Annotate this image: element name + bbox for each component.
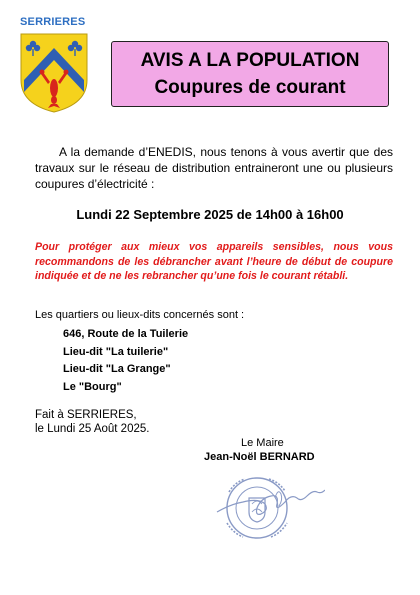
coat-of-arms-icon bbox=[19, 32, 89, 114]
mayor-stamp-signature-icon bbox=[215, 468, 325, 548]
areas-intro: Les quartiers ou lieux-dits concernés sont : bbox=[35, 309, 245, 321]
notice-subtitle: Coupures de courant bbox=[154, 77, 346, 98]
area-item: Le "Bourg" bbox=[63, 381, 122, 393]
mayor-title: Le Maire bbox=[241, 437, 284, 449]
area-item: 646, Route de la Tuilerie bbox=[63, 328, 189, 340]
signed-place: Fait à SERRIERES, bbox=[35, 409, 137, 421]
notice-title: AVIS A LA POPULATION bbox=[140, 50, 360, 71]
outage-date-line: Lundi 22 Septembre 2025 de 14h00 à 16h00 bbox=[76, 207, 344, 222]
mayor-name: Jean-Noël BERNARD bbox=[204, 451, 315, 463]
area-item: Lieu-dit "La tuilerie" bbox=[63, 346, 169, 358]
town-name: SERRIERES bbox=[20, 16, 86, 28]
warning-paragraph: Pour protéger aux mieux vos appareils sensibles, nous vous recommandons de les débrancher avant l’heure de début de coupure indiquée et de ne les rebrancher qu’une fois le courant rétabli. bbox=[35, 241, 393, 282]
area-item: Lieu-dit "La Grange" bbox=[63, 363, 171, 375]
notice-banner bbox=[111, 41, 389, 107]
signed-date: le Lundi 25 Août 2025. bbox=[35, 423, 150, 435]
intro-paragraph: A la demande d’ENEDIS, nous tenons à vous avertir que des travaux sur le réseau de distribution entraineront une ou plusieurs coupures d’électricité : bbox=[35, 145, 393, 191]
